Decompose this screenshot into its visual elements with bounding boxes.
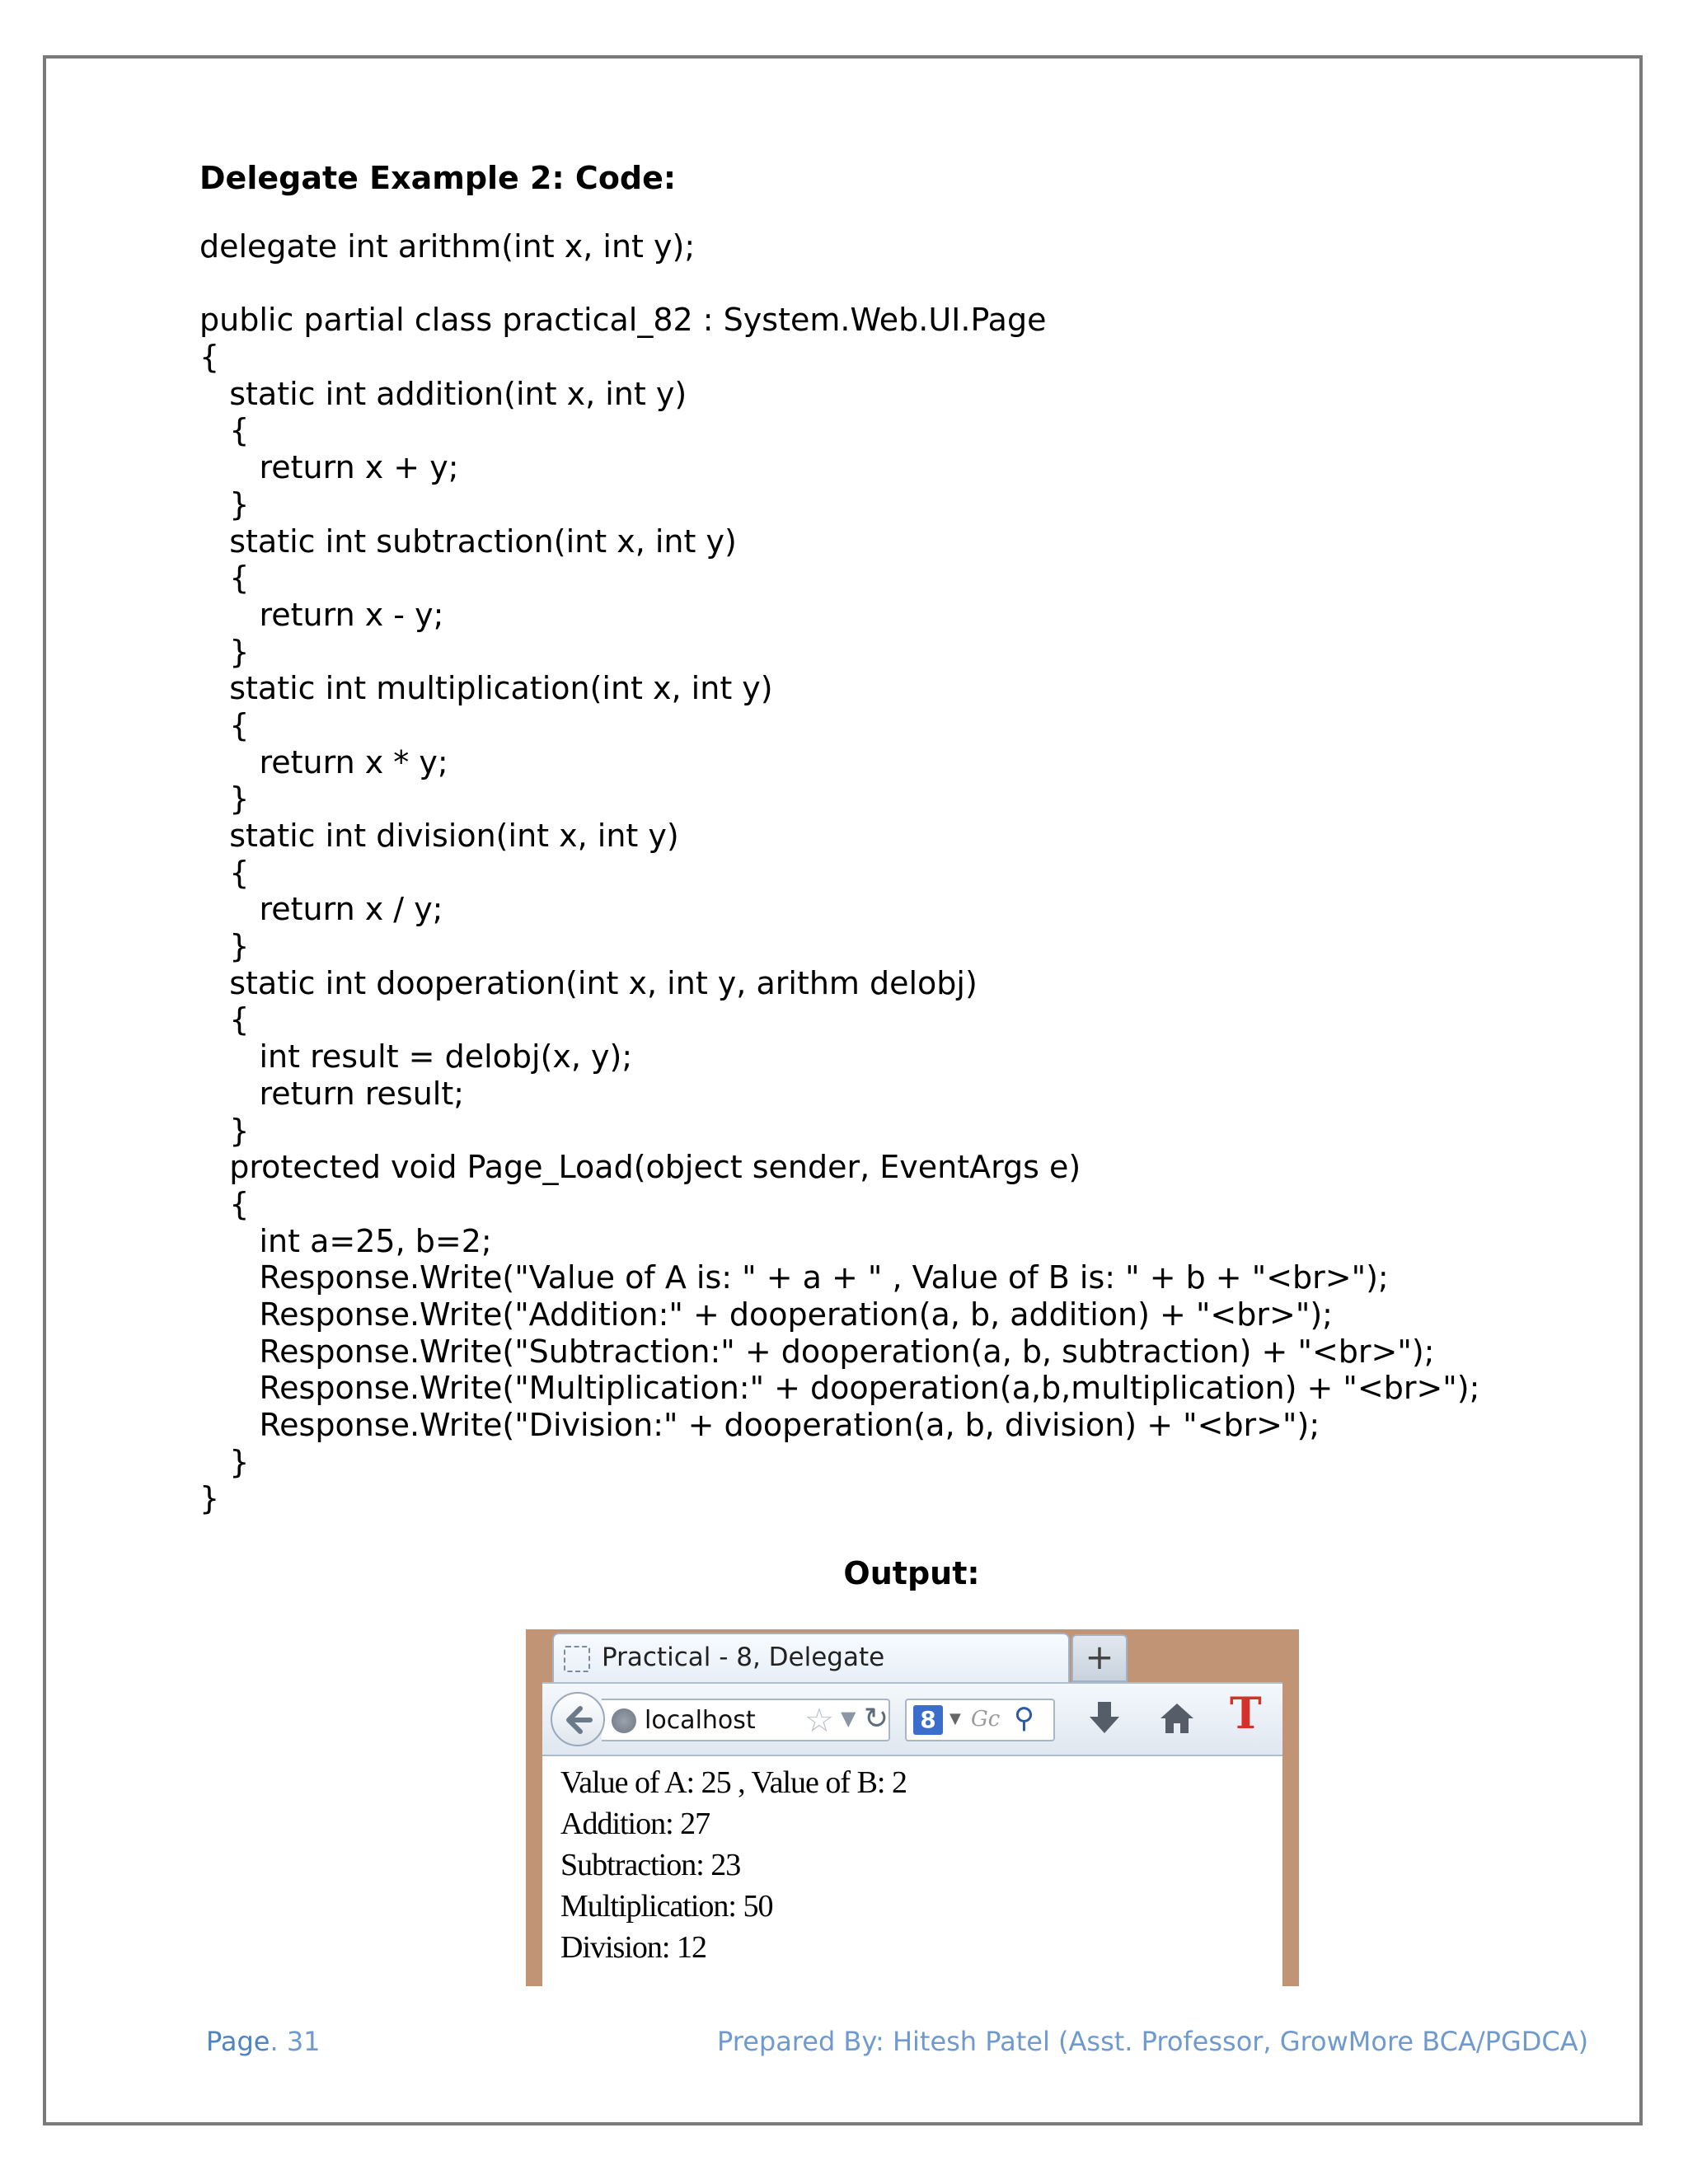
- code-line: static int multiplication(int x, int y): [199, 670, 773, 707]
- output-line: Multiplication: 50: [560, 1889, 773, 1924]
- code-line: protected void Page_Load(object sender, EventArgs e): [199, 1149, 1081, 1186]
- reload-icon[interactable]: ↻: [864, 1702, 889, 1736]
- code-line: return x - y;: [199, 596, 444, 633]
- code-line: static int division(int x, int y): [199, 818, 679, 854]
- browser-content: [542, 1756, 1282, 1986]
- code-line: {: [199, 412, 250, 449]
- output-line: Division: 12: [560, 1930, 706, 1965]
- page-label: Page: [206, 2026, 270, 2057]
- url-bar[interactable]: [602, 1699, 890, 1741]
- code-line: Response.Write("Multiplication:" + dooperation(a,b,multiplication) + "<br>");: [199, 1370, 1480, 1407]
- code-line: {: [199, 1185, 250, 1222]
- globe-icon: [612, 1708, 636, 1733]
- code-line: int result = delobj(x, y);: [199, 1038, 633, 1076]
- url-dropdown-icon[interactable]: ▼: [841, 1707, 856, 1730]
- tab-title: Practical - 8, Delegate: [602, 1643, 885, 1672]
- search-placeholder: Gc: [971, 1707, 1001, 1732]
- code-line: Response.Write("Division:" + dooperation(a, b, division) + "<br>");: [199, 1407, 1320, 1443]
- page-number-value: . 31: [270, 2026, 321, 2057]
- code-line: delegate int arithm(int x, int y);: [199, 228, 696, 265]
- code-listing: [199, 228, 1479, 1517]
- code-line: }: [199, 1480, 220, 1517]
- code-line: }: [199, 1112, 250, 1149]
- footer-credit: Prepared By: Hitesh Patel (Asst. Professor, GrowMore BCA/PGDCA): [717, 2026, 1589, 2057]
- code-line: public partial class practical_82 : System.Web.UI.Page: [199, 302, 1047, 339]
- code-line: int a=25, b=2;: [199, 1222, 492, 1259]
- new-tab-button[interactable]: +: [1071, 1634, 1128, 1682]
- code-line: Response.Write("Addition:" + dooperation(a, b, addition) + "<br>");: [199, 1296, 1333, 1333]
- code-line: }: [199, 485, 250, 523]
- back-button[interactable]: [551, 1692, 605, 1746]
- code-line: }: [199, 1443, 250, 1480]
- code-line: {: [199, 560, 250, 597]
- browser-screenshot: [526, 1629, 1299, 1986]
- code-line: static int dooperation(int x, int y, arithm delobj): [199, 964, 978, 1001]
- code-line: [199, 265, 1479, 302]
- code-line: return x * y;: [199, 743, 448, 780]
- bookmark-star-icon[interactable]: ☆: [804, 1702, 834, 1740]
- section-heading: Delegate Example 2: Code:: [199, 160, 677, 196]
- url-text: localhost: [645, 1706, 756, 1735]
- output-line: Subtraction: 23: [560, 1848, 741, 1882]
- search-box[interactable]: [905, 1699, 1055, 1741]
- output-line: Value of A: 25 , Value of B: 2: [560, 1765, 907, 1800]
- home-icon[interactable]: [1157, 1699, 1197, 1738]
- code-line: return x + y;: [199, 449, 459, 486]
- code-line: {: [199, 706, 250, 743]
- code-line: Response.Write("Value of A is: " + a + " , Value of B is: " + b + "<br>");: [199, 1259, 1389, 1296]
- code-line: {: [199, 339, 220, 376]
- code-line: }: [199, 780, 250, 818]
- search-engine-dropdown-icon[interactable]: ▼: [950, 1710, 961, 1727]
- output-label: Output:: [843, 1555, 980, 1591]
- output-line: Addition: 27: [560, 1807, 710, 1841]
- google-search-icon: 8: [913, 1705, 943, 1735]
- code-line: return result;: [199, 1075, 465, 1112]
- code-line: }: [199, 633, 250, 670]
- page-icon: [564, 1646, 590, 1672]
- code-line: static int addition(int x, int y): [199, 375, 687, 412]
- browser-toolbar: [542, 1682, 1282, 1756]
- code-line: static int subtraction(int x, int y): [199, 523, 737, 560]
- code-line: Response.Write("Subtraction:" + dooperation(a, b, subtraction) + "<br>");: [199, 1333, 1435, 1370]
- back-arrow-icon: [562, 1704, 595, 1736]
- browser-tab[interactable]: [552, 1633, 1070, 1684]
- addon-t-icon[interactable]: T: [1230, 1689, 1262, 1739]
- download-icon[interactable]: [1086, 1699, 1123, 1738]
- code-line: {: [199, 854, 250, 891]
- code-line: }: [199, 928, 250, 965]
- page-number: [206, 2026, 321, 2057]
- code-line: return x / y;: [199, 891, 443, 928]
- magnifier-icon[interactable]: ⚲: [1014, 1702, 1034, 1735]
- code-line: {: [199, 1001, 250, 1038]
